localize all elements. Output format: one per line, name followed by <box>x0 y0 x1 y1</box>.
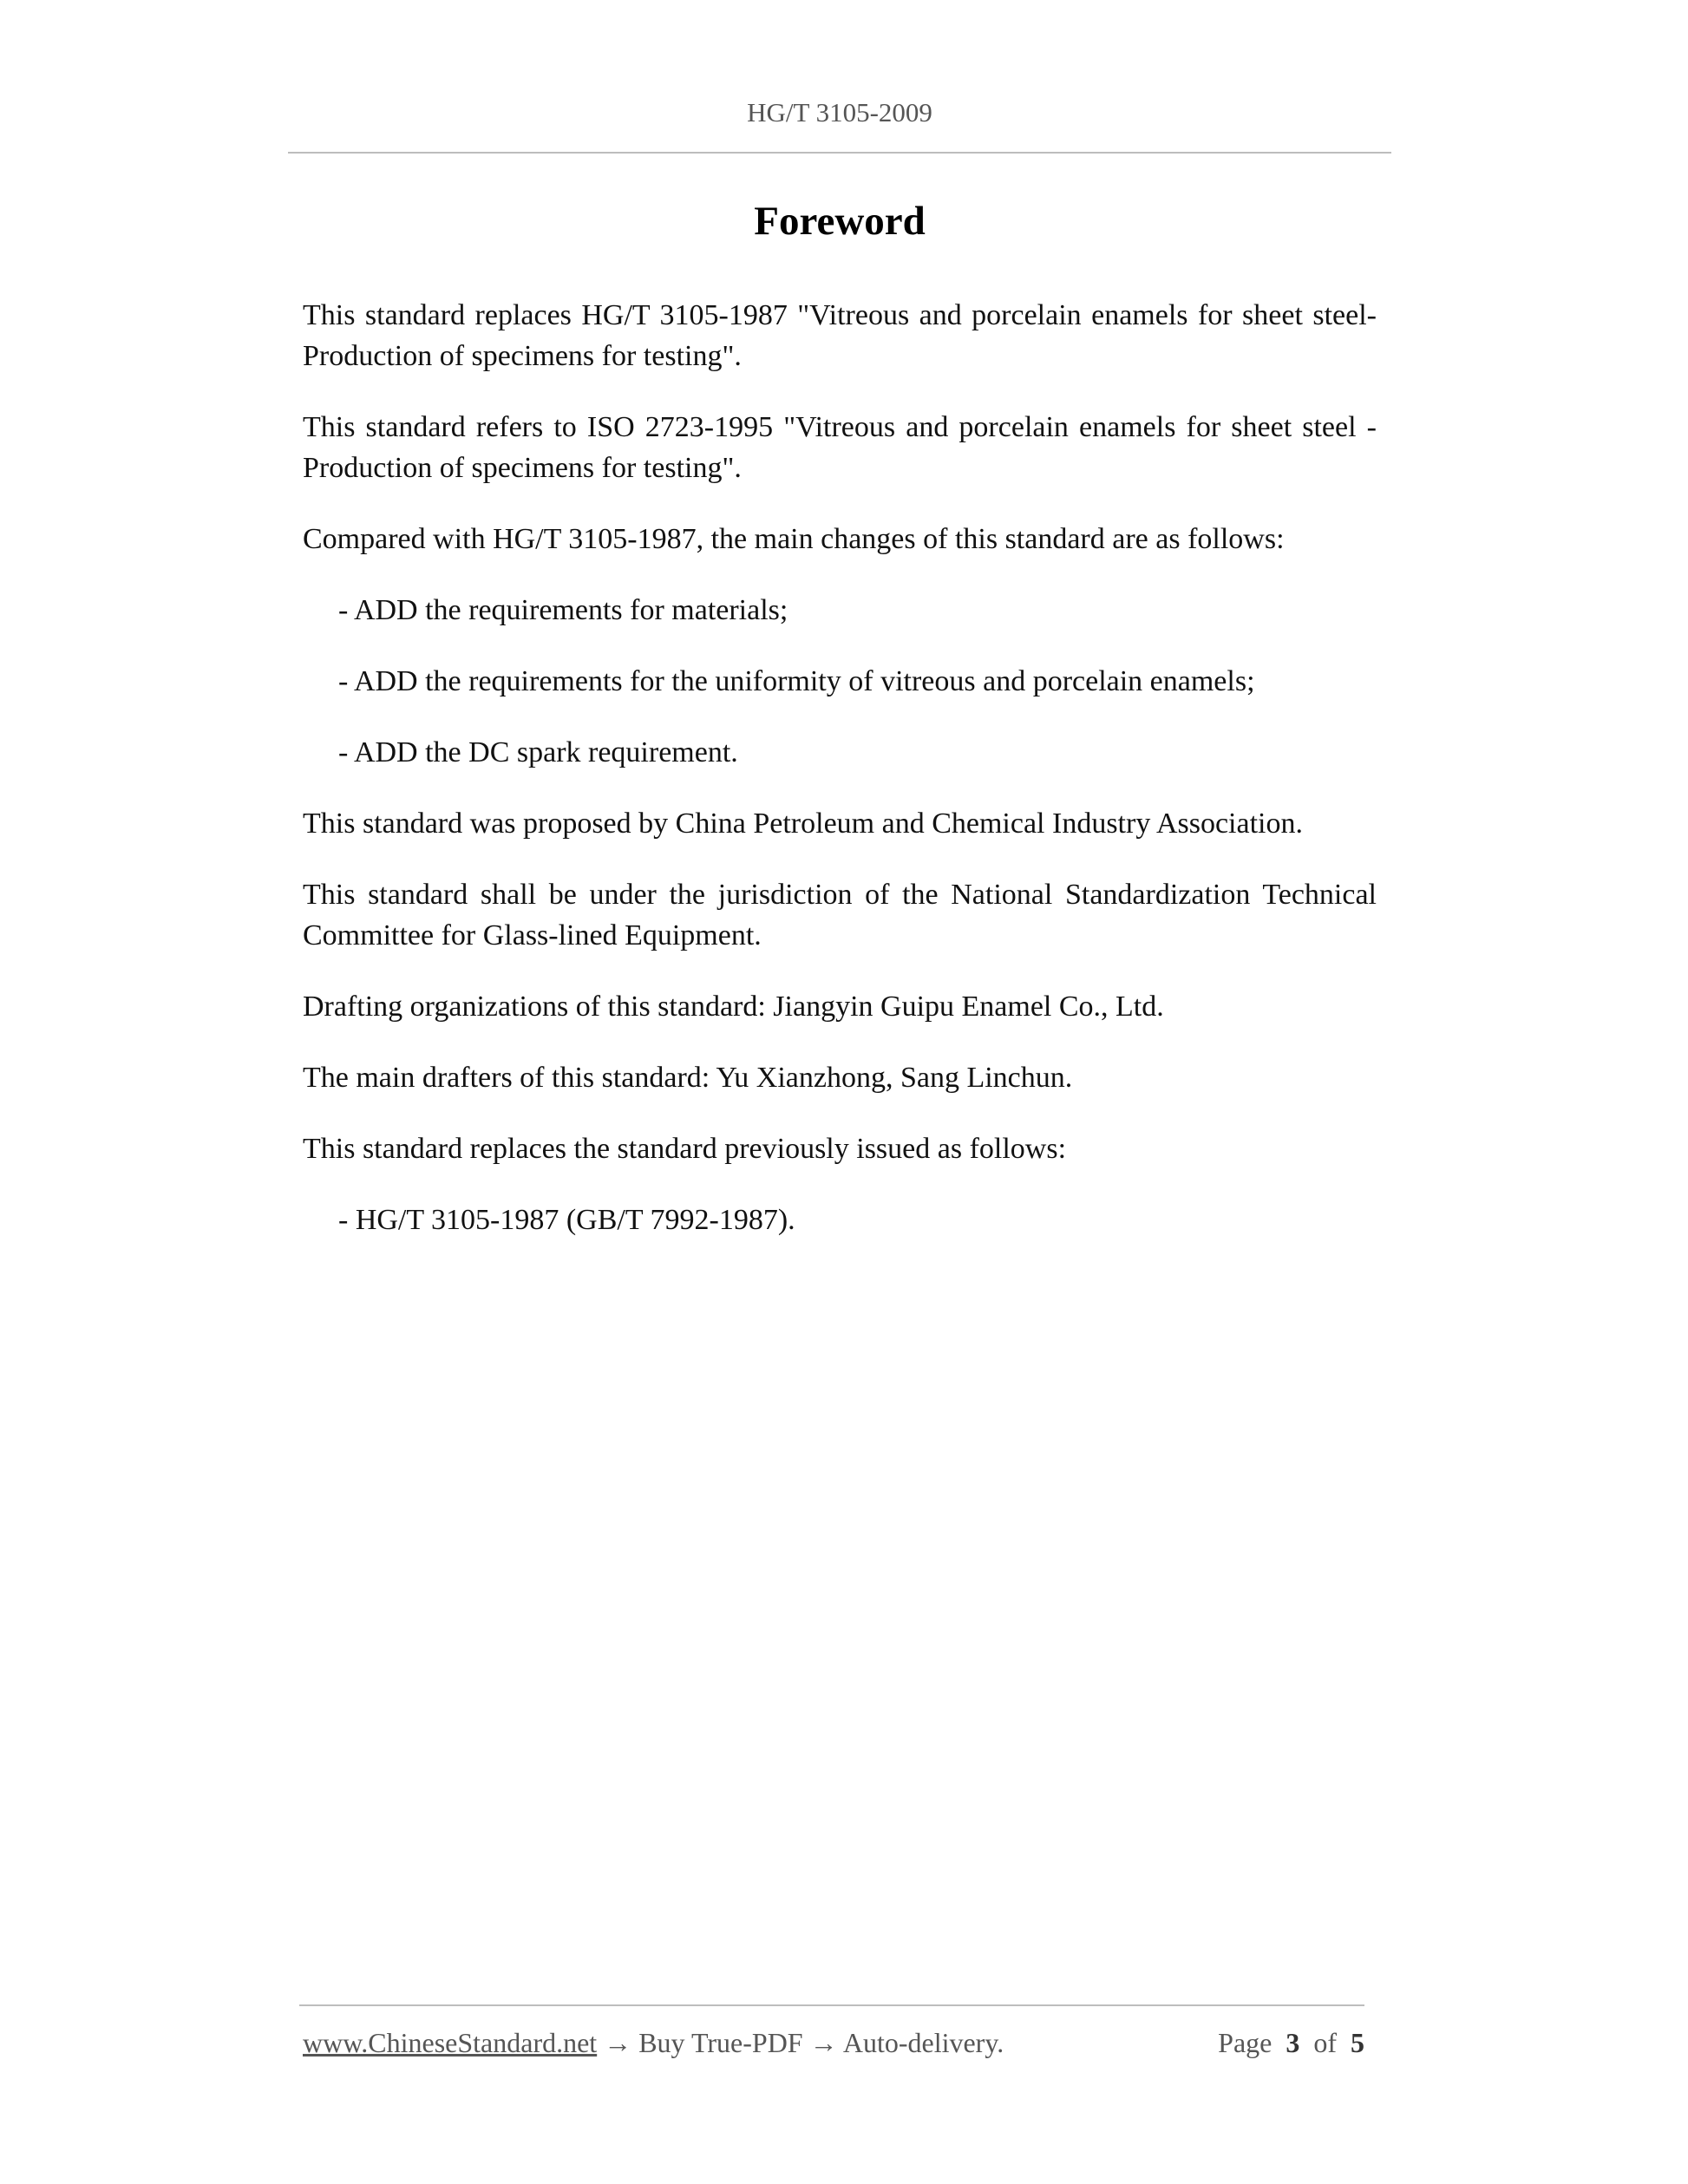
page-current: 3 <box>1286 2027 1300 2058</box>
page-number <box>1218 2027 1364 2059</box>
footer-divider <box>299 2004 1364 2006</box>
foreword-body <box>303 295 1377 1271</box>
paragraph-proposed-by: This standard was proposed by China Petroleum and Chemical Industry Association. <box>303 808 1303 840</box>
paragraph-replaces: This standard replaces HG/T 3105-1987 "Vitreous and porcelain enamels for sheet steel-Production of specimens for testing". <box>303 299 1377 372</box>
change-item-uniformity: - ADD the requirements for the uniformity of vitreous and porcelain enamels; <box>338 665 1255 697</box>
footer-promo <box>303 2027 1004 2059</box>
buy-text: Buy True-PDF <box>638 2027 803 2058</box>
page-total: 5 <box>1351 2027 1364 2058</box>
paragraph-jurisdiction: This standard shall be under the jurisdiction of the National Standardization Technical Committee for Glass-lined Equipment. <box>303 879 1377 951</box>
paragraph-refers-to: This standard refers to ISO 2723-1995 "Vitreous and porcelain enamels for sheet steel - Production of specimens for testing". <box>303 411 1377 484</box>
paragraph-previous-issue: This standard replaces the standard previously issued as follows: <box>303 1133 1067 1165</box>
delivery-text: Auto-delivery. <box>842 2027 1004 2058</box>
of-label: of <box>1313 2027 1337 2058</box>
change-item-materials: - ADD the requirements for materials; <box>338 594 788 626</box>
header-divider <box>288 152 1391 154</box>
paragraph-drafting-org: Drafting organizations of this standard: Jiangyin Guipu Enamel Co., Ltd. <box>303 991 1164 1023</box>
change-item-dc-spark: - ADD the DC spark requirement. <box>338 736 738 768</box>
arrow-right-icon: → <box>809 2027 838 2058</box>
paragraph-drafters: The main drafters of this standard: Yu Xianzhong, Sang Linchun. <box>303 1062 1073 1094</box>
page-title: Foreword <box>754 199 926 244</box>
running-header: HG/T 3105-2009 <box>747 97 932 128</box>
site-link[interactable]: www.ChineseStandard.net <box>303 2027 598 2058</box>
page-label: Page <box>1218 2027 1273 2058</box>
arrow-right-icon: → <box>604 2027 632 2058</box>
previous-issue-item: - HG/T 3105-1987 (GB/T 7992-1987). <box>338 1204 795 1236</box>
paragraph-changes-intro: Compared with HG/T 3105-1987, the main changes of this standard are as follows: <box>303 523 1285 555</box>
